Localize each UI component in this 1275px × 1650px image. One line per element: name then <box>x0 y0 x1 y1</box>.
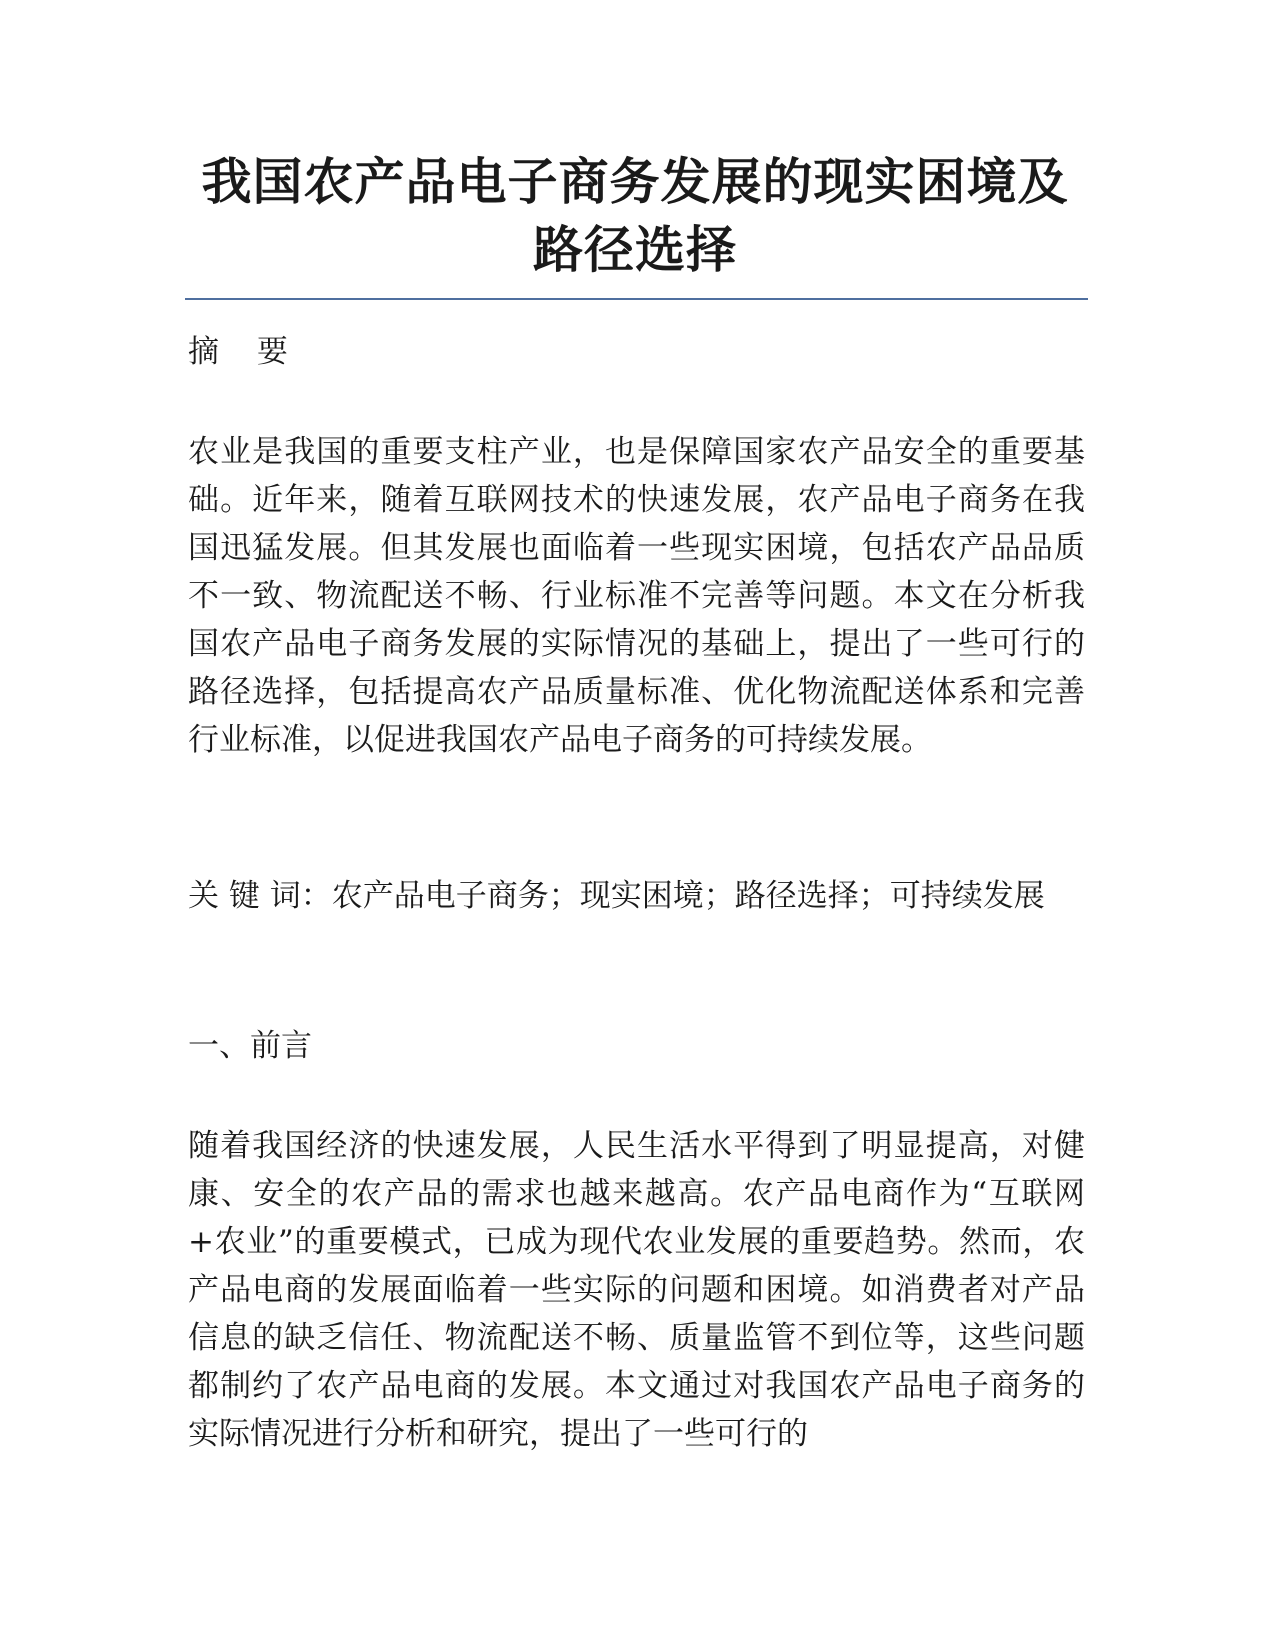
section-heading-preface: 一、前言 <box>188 1028 312 1064</box>
abstract-body: 农业是我国的重要支柱产业，也是保障国家农产品安全的重要基础。近年来，随着互联网技术的快速发展，农产品电子商务在我国迅猛发展。但其发展也面临着一些现实困境，包括农产品品质不一致、物流配送不畅、行业标准不完善等问题。本文在分析我国农产品电子商务发展的实际情况的基础上，提出了一些可行的路径选择，包括提高农产品质量标准、优化物流配送体系和完善行业标准，以促进我国农产品电子商务的可持续发展。 <box>188 434 1085 758</box>
keywords: 关 键 词：农产品电子商务；现实困境；路径选择；可持续发展 <box>188 878 1045 914</box>
abstract-heading: 摘 要 <box>188 334 302 370</box>
document-title: 我国农产品电子商务发展的现实困境及路径选择 <box>201 152 1069 279</box>
section-body-preface: 随着我国经济的快速发展，人民生活水平得到了明显提高，对健康、安全的农产品的需求也越来越高。农产品电商作为“互联网+农业”的重要模式，已成为现代农业发展的重要趋势。然而，农产品电商的发展面临着一些实际的问题和困境。如消费者对产品信息的缺乏信任、物流配送不畅、质量监管不到位等，这些问题都制约了农产品电商的发展。本文通过对我国农产品电子商务的实际情况进行分析和研究，提出了一些可行的 <box>188 1128 1085 1452</box>
title-divider <box>185 298 1088 300</box>
